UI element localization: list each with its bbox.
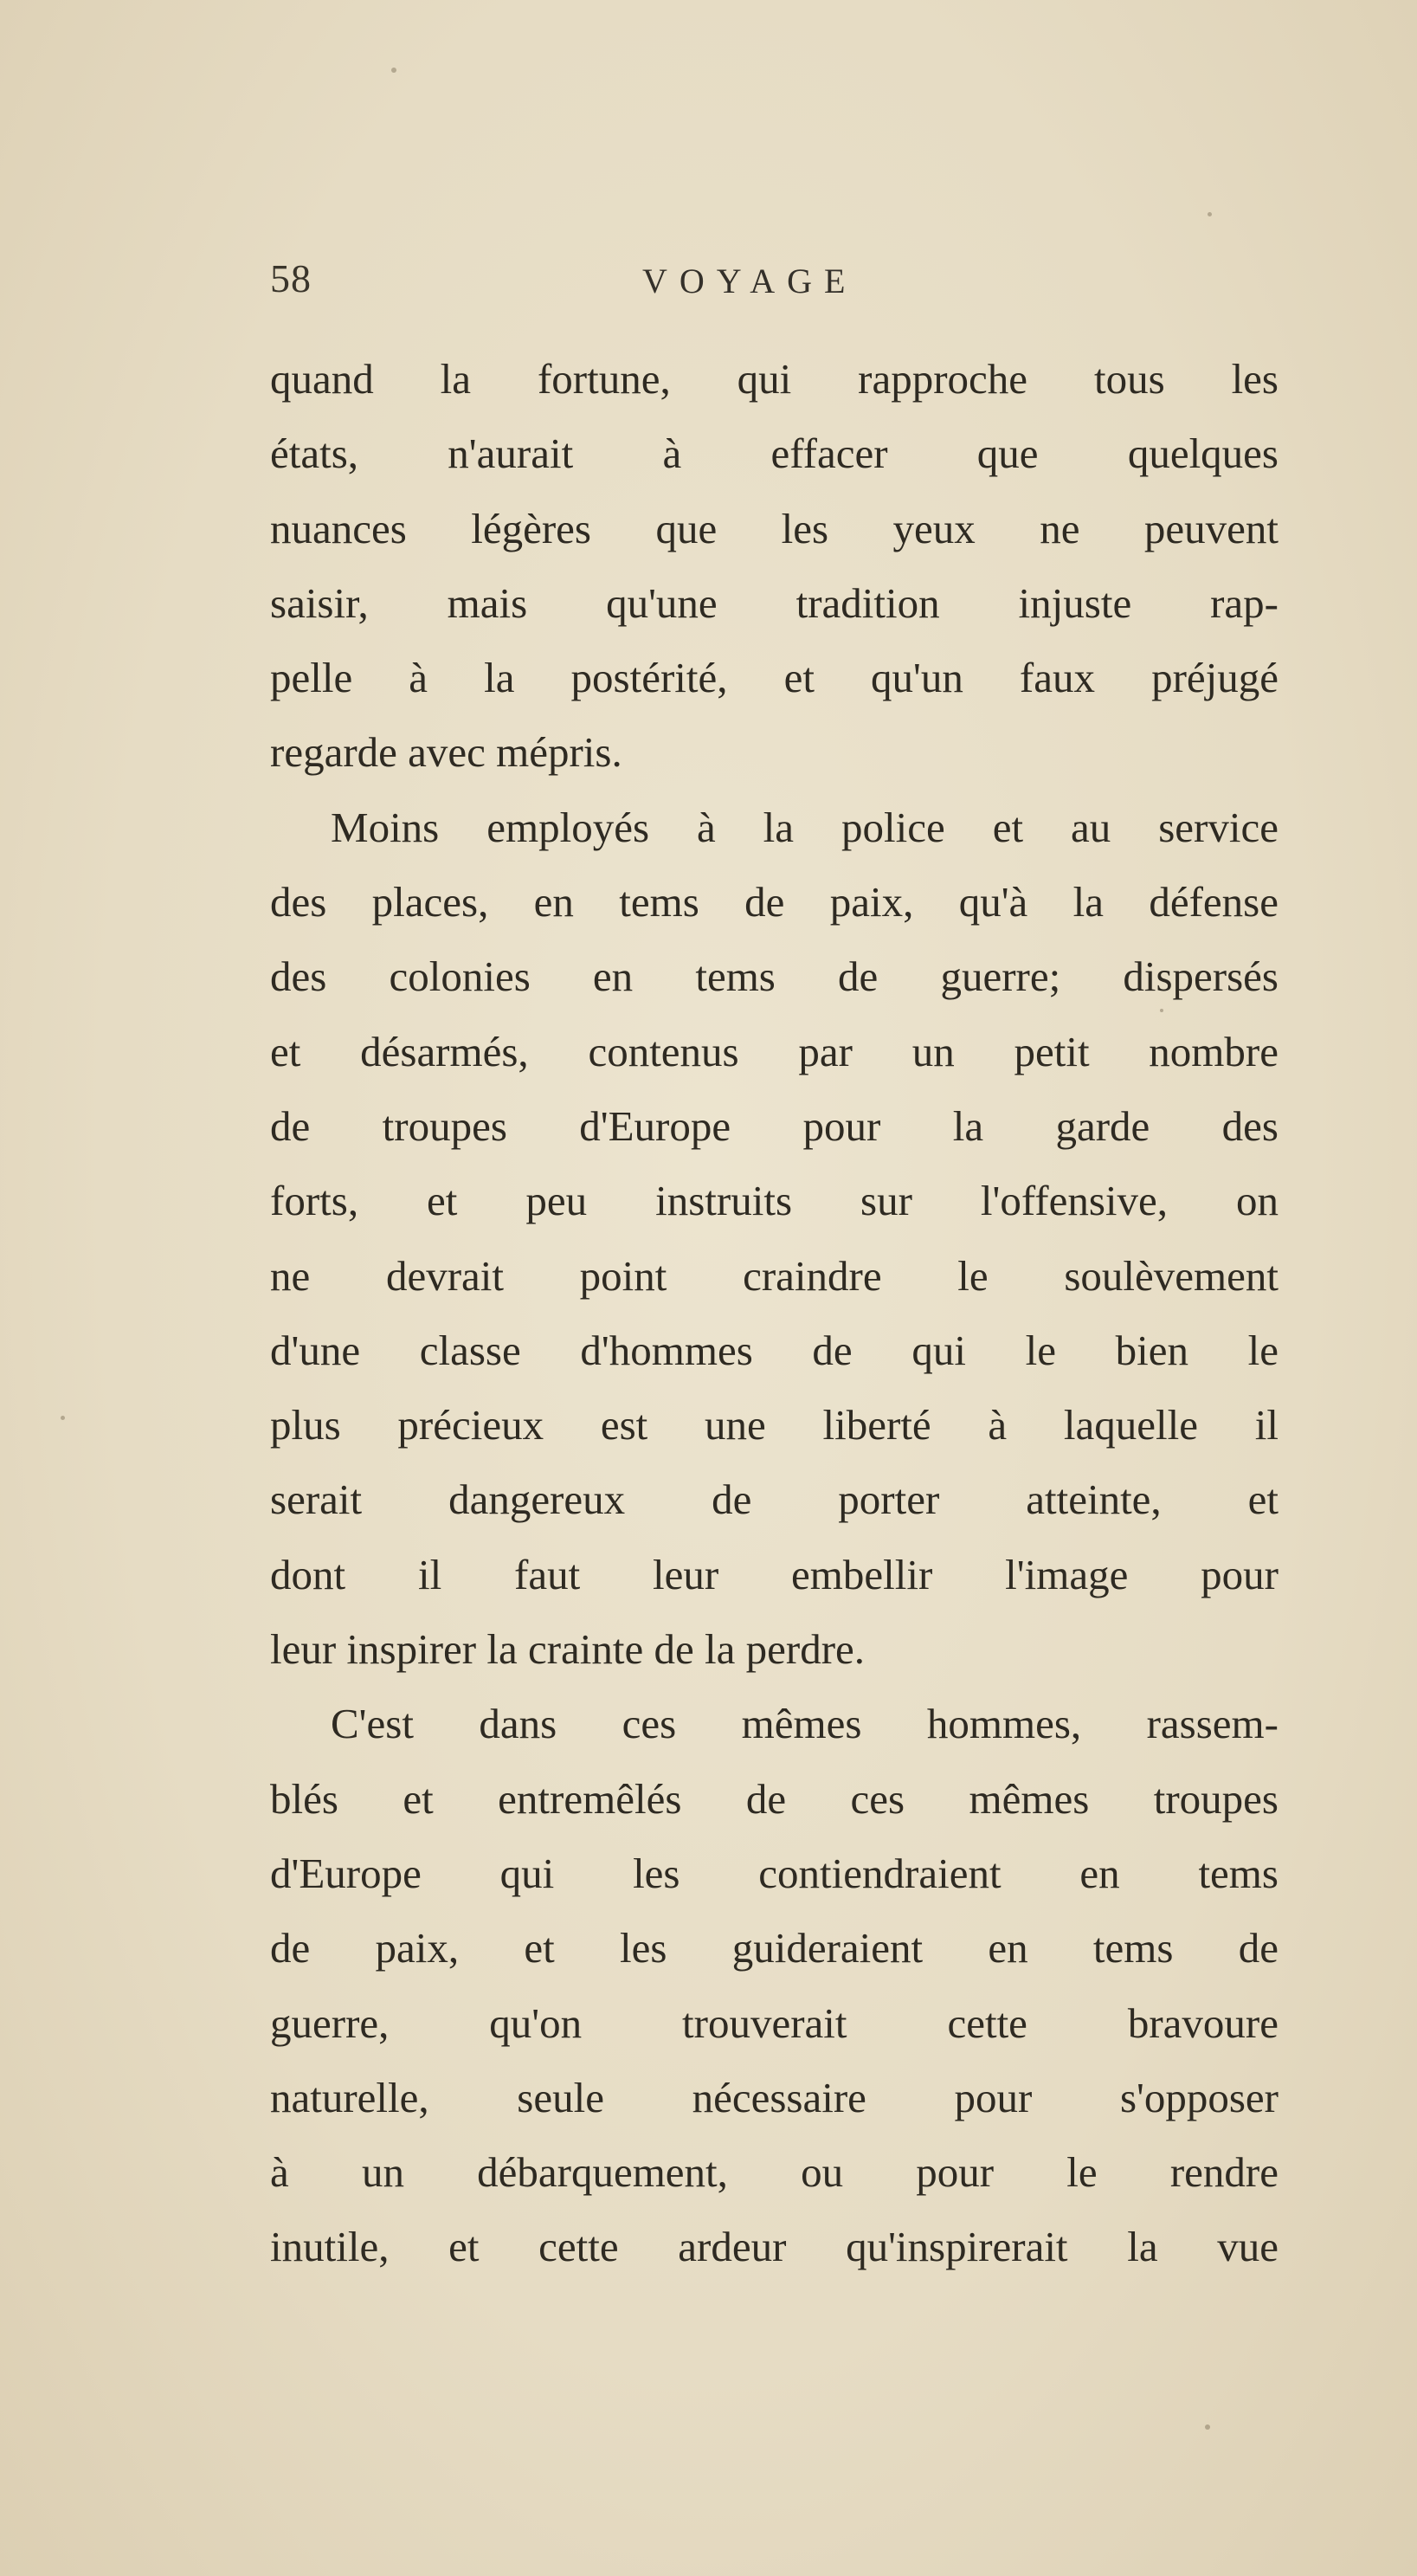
page-number: 58	[270, 256, 312, 300]
paper-speck	[391, 68, 396, 73]
text-line: regarde avec mépris.	[270, 728, 622, 777]
text-line: des places, en tems de paix, qu'à la défense	[270, 878, 1279, 926]
text-line: plus précieux est une liberté à laquelle il	[270, 1401, 1279, 1449]
text-line: forts, et peu instruits sur l'offensive, on	[270, 1177, 1279, 1225]
text-line: leur inspirer la crainte de la perdre.	[270, 1625, 866, 1674]
text-line: Moins employés à la police et au service	[331, 803, 1279, 851]
text-line: quand la fortune, qui rapproche tous les	[270, 355, 1279, 403]
text-line: dont il faut leur embellir l'image pour	[270, 1550, 1279, 1598]
text-line: naturelle, seule nécessaire pour s'opposer	[270, 2073, 1279, 2121]
page-header	[270, 255, 1136, 325]
text-line: saisir, mais qu'une tradition injuste rap-	[270, 578, 1279, 627]
text-line: C'est dans ces mêmes hommes, rassem-	[331, 1700, 1279, 1748]
text-line: états, n'aurait à effacer que quelques	[270, 429, 1279, 478]
text-line: pelle à la postérité, et qu'un faux préjugé	[270, 654, 1279, 702]
text-line: nuances légères que les yeux ne peuvent	[270, 504, 1279, 552]
paper-speck	[61, 1416, 65, 1420]
text-line: des colonies en tems de guerre; dispersés	[270, 952, 1279, 1001]
text-line: serait dangereux de porter atteinte, et	[270, 1475, 1279, 1524]
text-line: d'Europe qui les contiendraient en tems	[270, 1849, 1279, 1897]
text-line: et désarmés, contenus par un petit nombre	[270, 1027, 1279, 1075]
text-line: guerre, qu'on trouverait cette bravoure	[270, 1998, 1279, 2047]
text-line: à un débarquement, ou pour le rendre	[270, 2148, 1279, 2197]
text-line: inutile, et cette ardeur qu'inspirerait la vue	[270, 2223, 1279, 2271]
body-text	[270, 342, 1279, 2285]
running-head: VOYAGE	[642, 261, 858, 300]
text-line: ne devrait point craindre le soulèvement	[270, 1251, 1279, 1300]
text-line: de troupes d'Europe pour la garde des	[270, 1101, 1279, 1150]
text-line: blés et entremêlés de ces mêmes troupes	[270, 1774, 1279, 1823]
text-line: d'une classe d'hommes de qui le bien le	[270, 1326, 1279, 1374]
paper-speck	[1208, 212, 1212, 216]
text-line: de paix, et les guideraient en tems de	[270, 1924, 1279, 1972]
paper-speck	[1205, 2424, 1210, 2430]
